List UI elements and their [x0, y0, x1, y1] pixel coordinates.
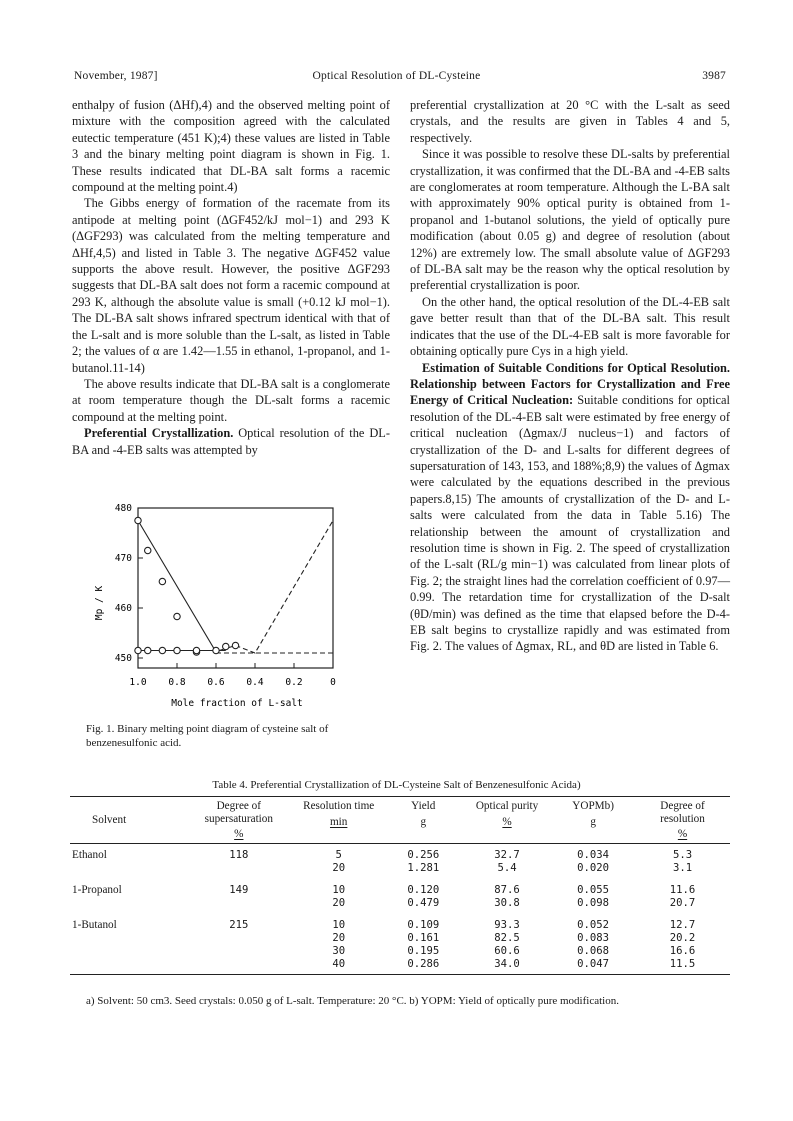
cell: 34.0 — [494, 957, 520, 970]
y-tick-label: 450 — [114, 653, 132, 664]
cell: 0.055 — [577, 883, 610, 896]
header-center: Optical Resolution of DL-Cysteine — [312, 70, 481, 82]
x-tick-label: 0.6 — [207, 677, 225, 688]
y-axis-label: Mp / K — [94, 585, 105, 621]
paragraph — [410, 360, 730, 655]
table-row — [70, 945, 730, 958]
cell — [184, 897, 294, 910]
x-tick-label: 1.0 — [129, 677, 147, 688]
table-footnote: a) Solvent: 50 cm3. Seed crystals: 0.050 g of L-salt. Temperature: 20 °C. b) YOPM: Yield of optically pure modification. — [86, 995, 619, 1007]
cell: 0.109 — [407, 918, 440, 931]
paragraph: preferential crystallization at 20 °C with the L-salt as seed crystals, and the results are given in Tables 4 and 5, respectively. — [410, 98, 730, 145]
paragraph-body: Suitable conditions for optical resolution of the DL-4-EB salt were estimated by free energy of critical nucleation (Δgmax/J nucleus−1) and factors of crystallization of the D- and L-salts for different degrees of supersaturation of 143, 153, and 188%;8,9) the values of Δgmax were calculated by the equations described in the previous papers.8,15) The amounts of crystallization of the D- and L-salts were calculated from the data in Table 5.16) The relationship between the amount of crystallization and resolution time is shown in Fig. 2. The speed of crystallization of the L-salt (RL/g min−1) was calculated from linear plots of Fig. 2; the straight lines had the correlation coefficient of 0.97—0.99. The retardation time for crystallization of the D-salt (θD/min) was defined as the time that elapsed before the D-4-EB salt begins to crystallize rapidly and was estimated from Fig. 2. The values of Δgmax, RL, and θD are listed in Table 6. — [410, 393, 730, 654]
column-header — [463, 797, 551, 844]
cell: 0.052 — [577, 918, 610, 931]
cell: 1-Propanol — [72, 883, 122, 896]
cell: 0.083 — [577, 931, 610, 944]
cell — [70, 897, 184, 910]
page-number: 3987 — [702, 70, 726, 82]
cell — [70, 945, 184, 958]
cell: 10 — [332, 918, 346, 931]
cell: 0.286 — [407, 957, 440, 970]
cell: 16.6 — [669, 944, 696, 957]
cell: 30 — [332, 944, 346, 957]
data-point — [135, 517, 141, 523]
x-tick-label: 0 — [330, 677, 336, 688]
cell: 32.7 — [494, 848, 520, 861]
cell: 20 — [332, 931, 346, 944]
header-label: Optical purity — [475, 800, 539, 812]
paragraph: The above results indicate that DL-BA salt is a conglomerate at room temperature though the DL-salt forms a racemic compound at the melting point. — [72, 376, 390, 424]
x-tick-label: 0.4 — [246, 677, 264, 688]
cell — [184, 862, 294, 875]
cell: Ethanol — [72, 848, 107, 861]
x-tick-label: 0.2 — [285, 677, 303, 688]
cell — [70, 862, 184, 875]
header-label: YOPMb) — [572, 800, 614, 812]
header-label: Degree of supersaturation — [204, 800, 273, 825]
cell: 0.161 — [407, 931, 440, 944]
cell — [70, 958, 184, 975]
cell: 12.7 — [669, 918, 696, 931]
data-point — [174, 647, 180, 653]
table-4 — [70, 796, 730, 975]
header-left: November, 1987] — [74, 70, 158, 82]
header-unit: % — [502, 815, 512, 828]
header-unit: % — [677, 828, 688, 840]
cell: 93.3 — [494, 918, 520, 931]
cell: 5 — [335, 848, 342, 861]
section-heading: Estimation of Suitable Conditions for Optical Resolution. Relationship between Factors for Crystallization and Free Energy of Critical Nucleation: — [410, 360, 730, 408]
data-point — [159, 578, 165, 584]
cell: 0.479 — [407, 896, 440, 909]
paragraph: enthalpy of fusion (ΔHf),4) and the observed melting point of mixture with the composition agreed with the calculated eutectic temperature (451 K);4) these values are listed in Table 3 and the binary melting point diagram is shown in Fig. 1. These results indicated that DL-BA salt forms a racemic compound at the melting point.4) — [72, 98, 390, 195]
x-axis-label: Mole fraction of L-salt — [171, 698, 303, 709]
cell: 0.256 — [407, 848, 440, 861]
cell: 1.281 — [407, 861, 440, 874]
paragraph — [72, 425, 390, 458]
cell: 215 — [229, 918, 249, 931]
cell — [184, 945, 294, 958]
header-unit: g — [590, 815, 596, 828]
section-heading: Preferential Crystallization. — [84, 426, 234, 441]
cell: 0.195 — [407, 944, 440, 957]
cell: 20.7 — [669, 896, 696, 909]
y-tick-label: 480 — [114, 503, 132, 514]
cell: 0.047 — [577, 957, 610, 970]
cell — [70, 932, 184, 945]
table-row — [70, 932, 730, 945]
header-label: Resolution time — [303, 800, 375, 812]
cell: 87.6 — [494, 883, 520, 896]
binary-melting-point-diagram — [88, 498, 388, 720]
column-header — [184, 797, 294, 844]
paragraph: The Gibbs energy of formation of the racemate from its antipode at melting point (ΔGF452/kJ mol−1) and 293 K (ΔGF293) was calculated from the melting temperature and ΔHf,4,5) and listed in Table 3. The negative ΔGF452 value supports the above result. However, the positive ΔGF293 suggests that DL-BA salt does not form a racemic compound at 293 K, although the absolute value is small (+0.12 kJ mol−1). The DL-BA salt shows infrared spectrum identical with that of the L-salt and is more soluble than the L-salt, as listed in Table 2; the values of α are 1.42—1.55 in ethanol, 1-propanol, and 1-butanol.11-14) — [72, 196, 390, 375]
cell: 5.4 — [497, 861, 517, 874]
cell: 82.5 — [494, 931, 520, 944]
column-header: Solvent — [92, 814, 127, 826]
column-header — [384, 797, 463, 844]
paragraph: On the other hand, the optical resolution of the DL-4-EB salt gave better result than that of the DL-BA salt. This result indicates that the use of the DL-4-EB salt is more favorable for obtaining optically pure Cys in a high yield. — [410, 294, 730, 359]
cell: 149 — [229, 883, 249, 896]
cell: 0.120 — [407, 883, 440, 896]
cell: 30.8 — [494, 896, 520, 909]
data-point — [174, 613, 180, 619]
y-tick-label: 470 — [114, 553, 132, 564]
table-row — [70, 958, 730, 975]
cell: 20.2 — [669, 931, 696, 944]
header-unit: g — [420, 815, 427, 828]
table-row — [70, 843, 730, 862]
cell: 118 — [229, 848, 249, 861]
table-title: Table 4. Preferential Crystallization of DL-Cysteine Salt of Benzenesulfonic Acida) — [212, 779, 581, 791]
data-point — [159, 647, 165, 653]
data-point — [223, 643, 229, 649]
y-tick-label: 460 — [114, 603, 132, 614]
dashed-curve — [236, 521, 334, 654]
paragraph-body: Optical resolution of the DL-BA and -4-EB salts was attempted by — [72, 426, 390, 457]
cell: 3.1 — [672, 861, 693, 874]
solid-curve — [138, 521, 216, 653]
column-header — [294, 797, 384, 844]
header-unit: % — [234, 828, 244, 840]
cell — [184, 958, 294, 975]
x-tick-label: 0.8 — [168, 677, 186, 688]
paragraph: Since it was possible to resolve these DL-salts by preferential crystallization, it was confirmed that the DL-BA and -4-EB salts are conglomerates at room temperature. Although the L-BA salt with approximately 90% optical purity is obtained from 1-propanol and 1-butanol solutions, the yield of optically pure modification (about 0.05 g) and degree of resolution (about 12%) are extremely low. The small absolute value of ΔGF293 of DL-BA salt may be the reason why the optical resolution by preferential crystallization is poor. — [410, 147, 730, 293]
cell: 11.6 — [669, 883, 696, 896]
cell: 1-Butanol — [72, 918, 117, 931]
data-point — [145, 647, 151, 653]
column-header — [635, 797, 730, 844]
cell: 11.5 — [669, 957, 696, 970]
header-label: Yield — [411, 800, 436, 812]
cell: 40 — [332, 957, 346, 970]
cell: 0.034 — [577, 848, 610, 861]
cell: 0.098 — [577, 896, 610, 909]
header-label: Degree of resolution — [660, 800, 705, 825]
data-point — [135, 647, 141, 653]
cell: 0.020 — [577, 861, 610, 874]
table-row — [70, 875, 730, 897]
data-point — [145, 547, 151, 553]
figure-caption: Fig. 1. Binary melting point diagram of cysteine salt of benzenesulfonic acid. — [86, 723, 329, 750]
column-header — [551, 797, 635, 844]
table-row — [70, 897, 730, 910]
cell: 20 — [332, 896, 346, 909]
data-point — [213, 647, 219, 653]
cell: 20 — [332, 861, 346, 874]
cell: 10 — [332, 883, 346, 896]
header-unit: min — [329, 815, 348, 828]
data-point — [232, 642, 238, 648]
figure-1 — [88, 498, 388, 720]
data-point — [193, 647, 199, 653]
cell: 5.3 — [672, 848, 693, 861]
left-column — [72, 97, 390, 458]
cell — [184, 932, 294, 945]
right-column — [410, 97, 730, 655]
table-row — [70, 862, 730, 875]
cell: 60.6 — [494, 944, 520, 957]
table-row — [70, 910, 730, 932]
cell: 0.068 — [577, 944, 610, 957]
